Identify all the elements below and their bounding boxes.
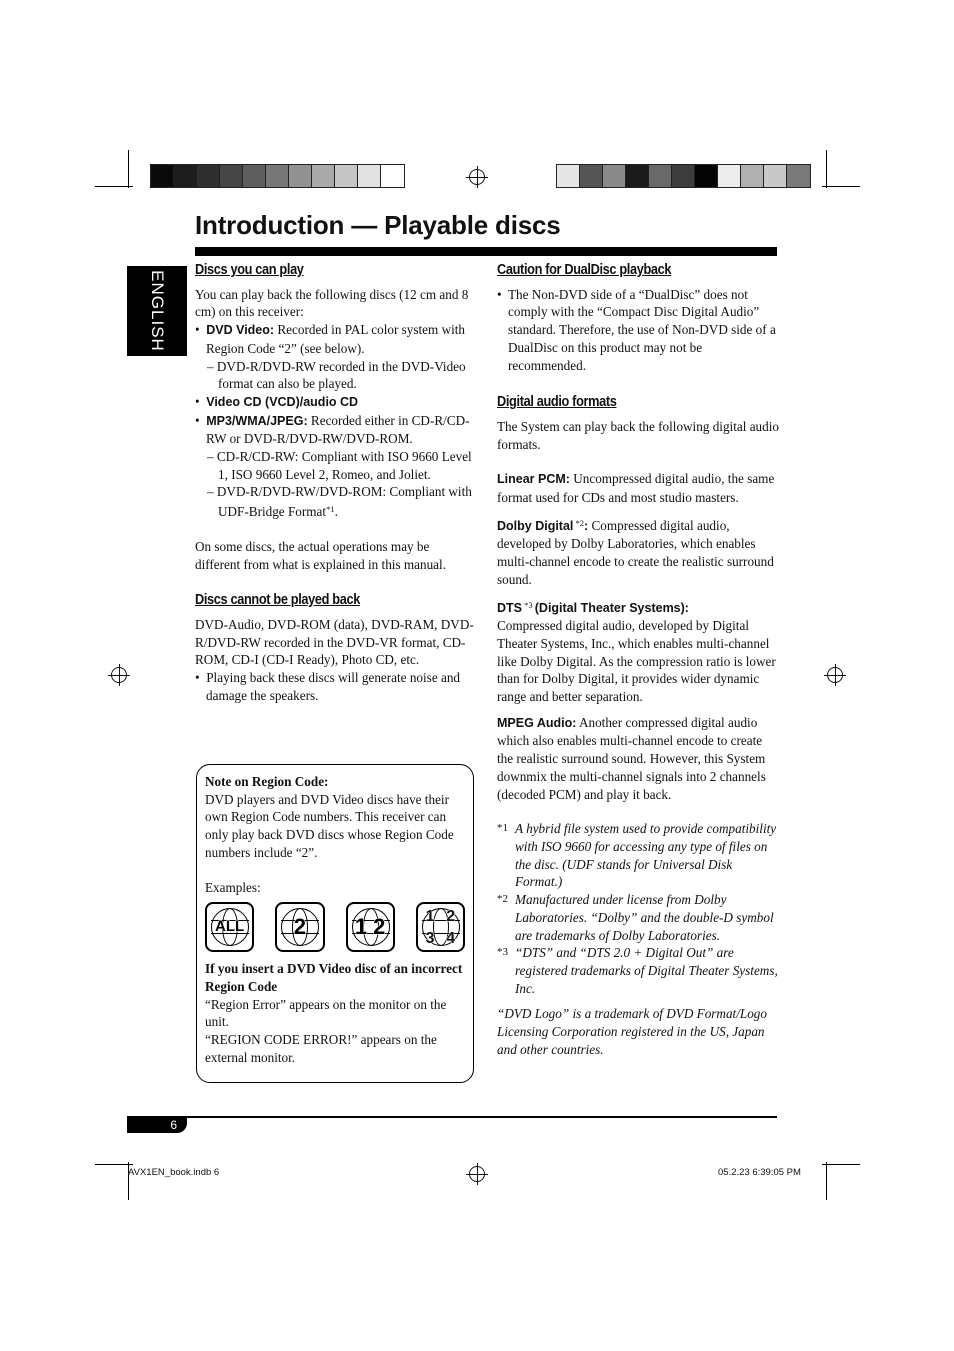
region-1-2-icon: 1 2 xyxy=(346,902,395,952)
color-swatch xyxy=(289,165,312,187)
list-item-mp3: • MP3/WMA/JPEG: Recorded either in CD-R/CD-RW or DVD-R/DVD-RW/DVD-ROM. xyxy=(195,412,470,447)
color-swatch xyxy=(335,165,358,187)
page-title: Introduction — Playable discs xyxy=(195,210,561,240)
list-subitem-cd-r: – CD-R/CD-RW: Compliant with ISO 9660 Level 1, ISO 9660 Level 2, Romeo, and Joliet. xyxy=(207,449,472,482)
region-1-2-3-4-icon: 1 2 3 4 xyxy=(416,902,465,952)
note-heading: Note on Region Code: xyxy=(205,774,329,789)
title-rule xyxy=(195,247,777,256)
section-heading-digital-audio: Digital audio formats xyxy=(497,394,617,411)
color-swatch xyxy=(381,165,404,187)
incorrect-region-heading: If you insert a DVD Video disc of an incorrect Region Code xyxy=(205,961,463,994)
incorrect-region-text-1: “Region Error” appears on the monitor on the unit. xyxy=(205,996,447,1030)
footnote-3: *3 “DTS” and “DTS 2.0 + Digital Out” are registered trademarks of Digital Theater Systems, Inc. xyxy=(497,945,778,996)
unplayable-discs-text: DVD-Audio, DVD-ROM (data), DVD-RAM, DVD-R/DVD-RW recorded in the DVD-VR format, CD-ROM, CD-I (CD-I Ready), Photo CD, etc. xyxy=(195,616,474,668)
language-tab-label: ENGLISH xyxy=(148,270,167,352)
color-swatch xyxy=(197,165,220,187)
dvd-logo-note: “DVD Logo” is a trademark of DVD Format/Logo Licensing Corporation registered in the US, Japan and other countries. xyxy=(497,1006,767,1057)
color-swatch xyxy=(580,165,603,187)
color-swatch xyxy=(741,165,764,187)
format-linear-pcm: Linear PCM: Uncompressed digital audio, the same format used for CDs and most studio masters. xyxy=(497,471,775,506)
bottom-rule xyxy=(127,1116,777,1118)
color-swatch xyxy=(672,165,695,187)
color-swatch xyxy=(626,165,649,187)
list-subitem-dvd-rom: – DVD-R/DVD-RW/DVD-ROM: Compliant with UDF-Bridge Format$^{*1}$. xyxy=(207,484,472,520)
list-item-dvd-video: • DVD Video: Recorded in PAL color system with Region Code “2” (see below). xyxy=(195,322,466,356)
incorrect-region-text-2: “REGION CODE ERROR!” appears on the external monitor. xyxy=(205,1032,437,1065)
page-number: 6 xyxy=(127,1118,187,1133)
section-heading-dualdisc: Caution for DualDisc playback xyxy=(497,262,672,278)
color-calibration-bar-left xyxy=(150,164,405,188)
color-swatch xyxy=(174,165,197,187)
language-tab xyxy=(127,266,187,356)
registration-mark-icon xyxy=(111,667,127,683)
format-dolby-digital: Dolby Digital $^{*2}$: Compressed digital audio, developed by Dolby Laboratories, which enables multi-channel encode to create the realistic surround sound. xyxy=(497,517,774,587)
list-subitem-dvd-r: – DVD-R/DVD-RW recorded in the DVD-Video format can also be played. xyxy=(207,358,466,392)
format-dts-text: Compressed digital audio, developed by Digital Theater Systems, Inc., which enables multi-channel like Dolby Digital. As the compression ratio is lower than for Dolby Digital, it provides wider dynamic range and better separation. xyxy=(497,618,776,705)
examples-label: Examples: xyxy=(205,879,261,895)
color-swatch xyxy=(695,165,718,187)
discs-outro: On some discs, the actual operations may be different from what is explained in this manual. xyxy=(195,538,446,572)
color-swatch xyxy=(764,165,787,187)
list-item-vcd: • Video CD (VCD)/audio CD xyxy=(195,393,359,409)
footnote-1: *1 A hybrid file system used to provide compatibility with ISO 9660 for accessing any type of files on the disc. (UDF stands for Universal Disk Format.) xyxy=(497,821,777,890)
region-2-icon: 2 xyxy=(275,902,324,952)
region-code-examples xyxy=(205,902,465,952)
color-swatch xyxy=(243,165,266,187)
right-column xyxy=(497,262,779,1058)
print-slug-file: AVX1EN_book.indb 6 xyxy=(128,1167,220,1178)
color-swatch xyxy=(603,165,626,187)
color-swatch xyxy=(649,165,672,187)
color-swatch xyxy=(787,165,810,187)
color-swatch xyxy=(151,165,174,187)
list-item-dualdisc: • The Non-DVD side of a “DualDisc” does not comply with the “Compact Disc Digital Audio” standard. Therefore, the use of Non-DVD side of a DualDisc on this product may not be recommended. xyxy=(497,286,776,373)
region-all-icon: ALL xyxy=(205,902,254,952)
color-swatch xyxy=(358,165,381,187)
digital-audio-intro: The System can play back the following digital audio formats. xyxy=(497,418,779,452)
color-swatch xyxy=(220,165,243,187)
color-calibration-bar-right xyxy=(556,164,811,188)
left-column xyxy=(195,262,477,704)
color-swatch xyxy=(312,165,335,187)
registration-mark-icon xyxy=(469,1166,485,1182)
region-code-note-box xyxy=(196,764,474,1083)
format-mpeg-audio: MPEG Audio: Another compressed digital audio which also enables multi-channel encode to create the realistic surround sound. However, this System downmix the multi-channel signals into 2 channels (decoded PCM) and play it back. xyxy=(497,714,766,802)
format-dts-label: DTS $^{*3}$ (Digital Theater Systems): xyxy=(497,599,689,615)
color-swatch xyxy=(557,165,580,187)
color-swatch xyxy=(718,165,741,187)
discs-intro: You can play back the following discs (12 cm and 8 cm) on this receiver: xyxy=(195,286,469,320)
note-text: DVD players and DVD Video discs have their own Region Code numbers. This receiver can only play back DVD discs whose Region Code numbers include “2”. xyxy=(205,791,454,860)
section-heading-discs-you-can-play: Discs you can play xyxy=(195,262,304,278)
list-item-noise-warning: • Playing back these discs will generate noise and damage the speakers. xyxy=(195,670,461,703)
section-heading-discs-cannot-play: Discs cannot be played back xyxy=(195,592,360,609)
registration-mark-icon xyxy=(827,667,843,683)
footnote-2: *2 Manufactured under license from Dolby Laboratories. “Dolby” and the double-D symbol are trademarks of Dolby Laboratories. xyxy=(497,892,774,943)
registration-mark-icon xyxy=(469,169,485,185)
color-swatch xyxy=(266,165,289,187)
print-slug-timestamp: 05.2.23 6:39:05 PM xyxy=(718,1167,801,1178)
